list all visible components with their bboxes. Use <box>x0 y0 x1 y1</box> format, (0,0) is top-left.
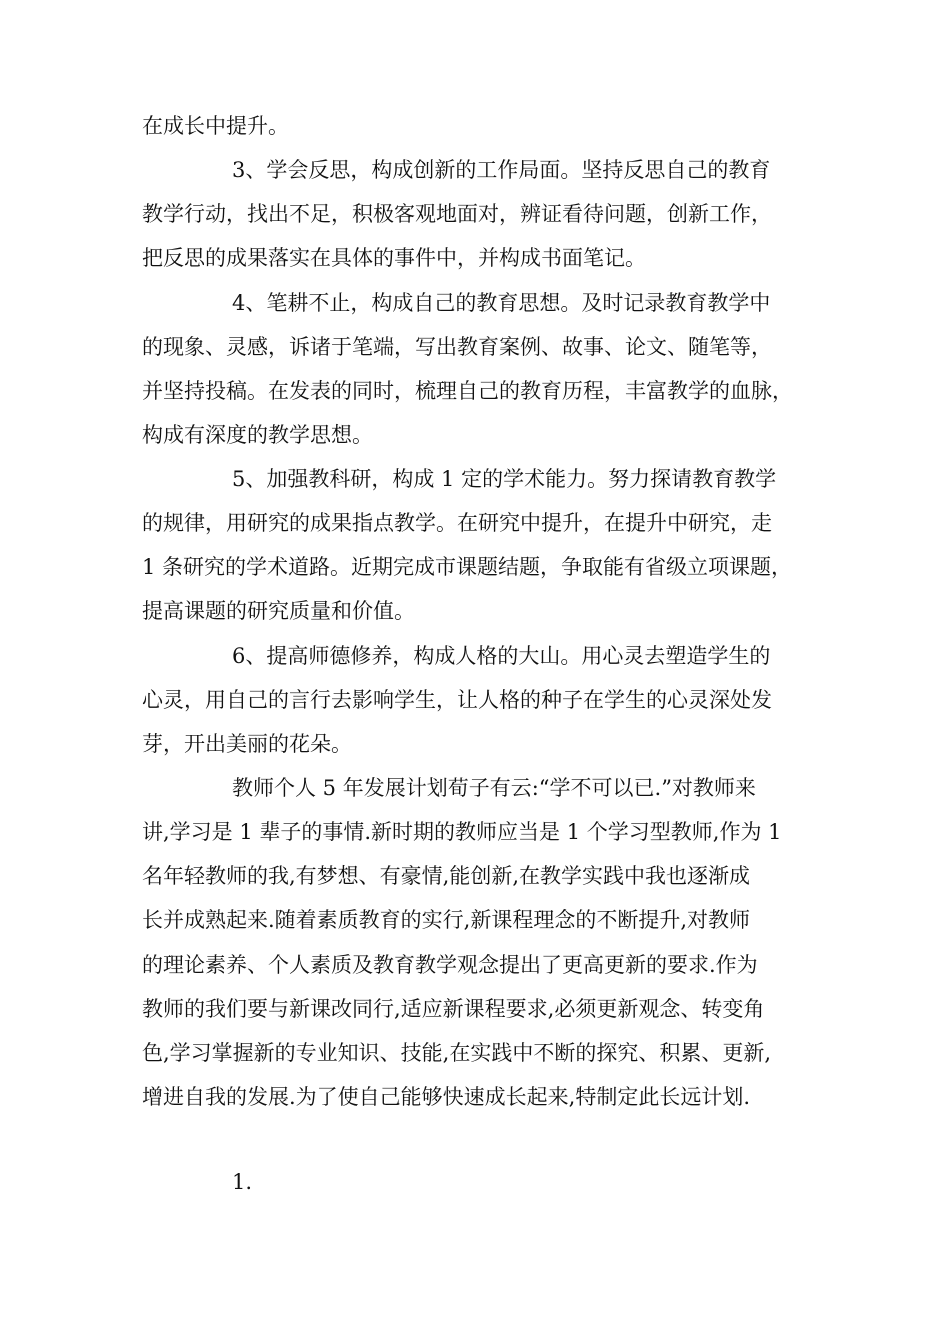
paragraph-6-start: 6、提高师德修养，构成人格的大山。用心灵去塑造学生的 <box>232 644 771 668</box>
list-number: 1. <box>232 1170 253 1194</box>
text-line: 并坚持投稿。在发表的同时，梳理自己的教育历程，丰富教学的血脉， <box>142 379 793 403</box>
text-line: 提高课题的研究质量和价值。 <box>142 599 415 623</box>
text-line: 教师的我们要与新课改同行,适应新课程要求,必须更新观念、转变角 <box>142 997 765 1021</box>
text-line: 色,学习掌握新的专业知识、技能,在实践中不断的探究、积累、更新, <box>142 1041 772 1065</box>
text-line: 1 条研究的学术道路。近期完成市课题结题，争取能有省级立项课题， <box>142 555 793 579</box>
text-line: 构成有深度的教学思想。 <box>142 423 373 447</box>
text-line: 名年轻教师的我,有梦想、有豪情,能创新,在教学实践中我也逐渐成 <box>142 864 751 888</box>
paragraph-plan-start: 教师个人 5 年发展计划荀子有云:“学不可以已.”对教师来 <box>232 776 756 800</box>
text-line: 芽，开出美丽的花朵。 <box>142 732 352 756</box>
text-line: 的理论素养、个人素质及教育教学观念提出了更高更新的要求.作为 <box>142 953 758 977</box>
text-line: 讲,学习是 1 辈子的事情.新时期的教师应当是 1 个学习型教师,作为 1 <box>142 820 782 844</box>
text-line: 的现象、灵感，诉诸于笔端，写出教育案例、故事、论文、随笔等， <box>142 335 772 359</box>
text-line: 在成长中提升。 <box>142 114 289 138</box>
text-line: 的规律，用研究的成果指点教学。在研究中提升，在提升中研究，走 <box>142 511 772 535</box>
text-line: 教学行动，找出不足，积极客观地面对，辨证看待问题，创新工作， <box>142 202 772 226</box>
text-line: 增进自我的发展.为了使自己能够快速成长起来,特制定此长远计划. <box>142 1085 751 1109</box>
paragraph-3-start: 3、学会反思，构成创新的工作局面。坚持反思自己的教育 <box>232 158 771 182</box>
text-line: 长并成熟起来.随着素质教育的实行,新课程理念的不断提升,对教师 <box>142 908 751 932</box>
paragraph-4-start: 4、笔耕不止，构成自己的教育思想。及时记录教育教学中 <box>232 291 771 315</box>
text-line: 把反思的成果落实在具体的事件中，并构成书面笔记。 <box>142 246 646 270</box>
paragraph-5-start: 5、加强教科研，构成 1 定的学术能力。努力探请教育教学 <box>232 467 777 491</box>
text-line: 心灵，用自己的言行去影响学生，让人格的种子在学生的心灵深处发 <box>142 688 772 712</box>
